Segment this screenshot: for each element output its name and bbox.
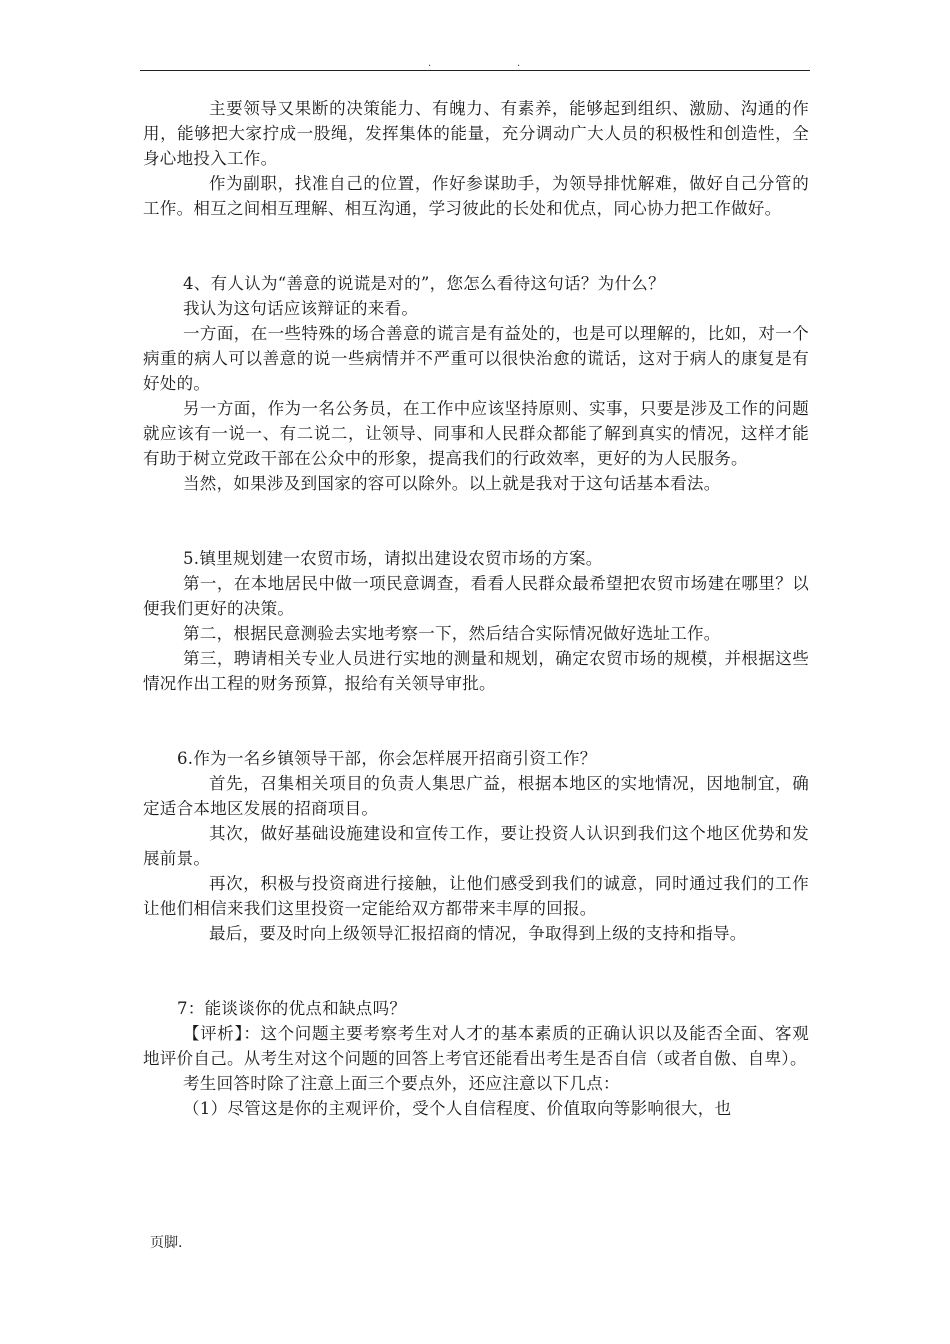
paragraph: 作为副职，找准自己的位置，作好参谋助手，为领导排忧解难，做好自己分管的工作。相互之间相互理解、相互沟通，学习彼此的长处和优点，同心协力把工作做好。 — [143, 174, 809, 218]
question-title-7: 7：能谈谈你的优点和缺点吗？ — [177, 999, 407, 1018]
section-gap — [143, 221, 809, 271]
header-dot: . — [428, 58, 432, 69]
paragraph: 一方面，在一些特殊的场合善意的谎言是有益处的，也是可以理解的，比如，对一个病重的病人可以善意的说一些病情并不严重可以很快治愈的谎话，这对于病人的康复是有好处的。 — [143, 324, 809, 393]
page-footer: 页脚. — [150, 1235, 183, 1251]
paragraph: 当然，如果涉及到国家的容可以除外。以上就是我对于这句话基本看法。 — [183, 474, 721, 493]
paragraph: 另一方面，作为一名公务员，在工作中应该坚持原则、实事，只要是涉及工作的问题就应该有一说一、有二说二，让领导、同事和人民群众都能了解到真实的情况，这样才能有助于树立党政干部在公众中的形象，提高我们的行政效率，更好的为人民服务。 — [143, 399, 809, 468]
paragraph: 最后，要及时向上级领导汇报招商的情况，争取得到上级的支持和指导。 — [209, 924, 747, 943]
paragraph: 考生回答时除了注意上面三个要点外，还应注意以下几点： — [183, 1074, 620, 1093]
paragraph: 再次，积极与投资商进行接触，让他们感受到我们的诚意，同时通过我们的工作让他们相信来我们这里投资一定能给双方都带来丰厚的回报。 — [143, 874, 809, 918]
paragraph: 其次，做好基础设施建设和宣传工作，要让投资人认识到我们这个地区优势和发展前景。 — [143, 824, 809, 868]
question-title-5: 5.镇里规划建一农贸市场，请拟出建设农贸市场的方案。 — [183, 549, 603, 568]
header-rule — [140, 70, 810, 71]
paragraph: 我认为这句话应该辩证的来看。 — [183, 299, 419, 318]
question-title-6: 6.作为一名乡镇领导干部，你会怎样展开招商引资工作？ — [177, 749, 597, 768]
paragraph: 第二，根据民意测验去实地考察一下，然后结合实际情况做好选址工作。 — [183, 624, 721, 643]
section-gap — [143, 496, 809, 546]
paragraph: 【评析】：这个问题主要考察考生对人才的基本素质的正确认识以及能否全面、客观地评价自己。从考生对这个问题的回答上考官还能看出考生是否自信（或者自傲、自卑）。 — [143, 1024, 809, 1068]
section-gap — [143, 946, 809, 996]
paragraph: 首先，召集相关项目的负责人集思广益，根据本地区的实地情况，因地制宜，确定适合本地区发展的招商项目。 — [143, 774, 809, 818]
question-title-4: 4、有人认为“善意的说谎是对的”，您怎么看待这句话？为什么？ — [183, 274, 665, 293]
paragraph: 第三，聘请相关专业人员进行实地的测量和规划，确定农贸市场的规模，并根据这些情况作出工程的财务预算，报给有关领导审批。 — [143, 649, 809, 693]
paragraph: （1）尽管这是你的主观评价，受个人自信程度、价值取向等影响很大，也 — [183, 1099, 732, 1118]
section-gap — [143, 696, 809, 746]
paragraph: 第一，在本地居民中做一项民意调查，看看人民群众最希望把农贸市场建在哪里？以便我们更好的决策。 — [143, 574, 809, 618]
header-dot: . — [517, 58, 521, 69]
document-body — [143, 96, 809, 1121]
paragraph: 主要领导又果断的决策能力、有魄力、有素养，能够起到组织、激励、沟通的作用，能够把大家拧成一股绳，发挥集体的能量，充分调动广大人员的积极性和创造性，全身心地投入工作。 — [143, 99, 809, 168]
